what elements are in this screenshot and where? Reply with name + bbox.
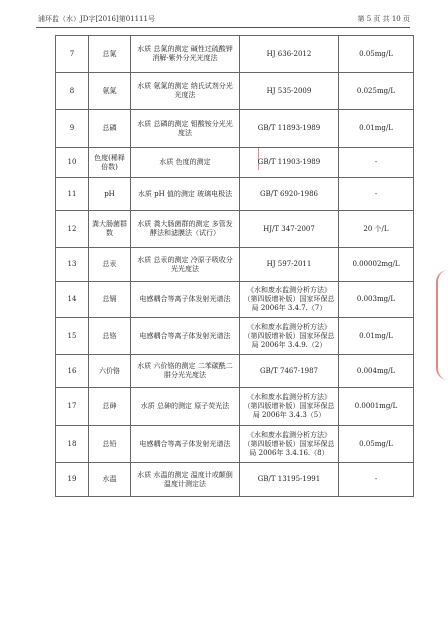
test-method: 水质 六价铬的测定 二苯碳酰二肼分光光度法 <box>131 355 240 388</box>
detection-limit: 0.05mg/L <box>339 426 414 463</box>
test-item: 氨氮 <box>89 73 131 110</box>
test-item: 粪大肠菌群数 <box>89 211 131 248</box>
test-method: 水质 总汞的测定 冷原子吸收分光光度法 <box>131 248 240 282</box>
test-method: 水质 粪大肠菌群的测定 多管发酵法和滤膜法（试行） <box>131 211 240 248</box>
test-method: 电感耦合等离子体发射光谱法 <box>131 282 240 318</box>
report-number: 浦环监（水）JD字[2016]第01111号 <box>38 15 155 23</box>
detection-limit: 0.025mg/L <box>339 73 414 110</box>
table-row <box>56 148 414 178</box>
test-method: 电感耦合等离子体发射光谱法 <box>131 318 240 355</box>
table-row <box>56 463 414 497</box>
row-number: 9 <box>56 110 89 148</box>
detection-limit: - <box>339 178 414 211</box>
row-number: 15 <box>56 318 89 355</box>
test-method: 水质 氨氮的测定 纳氏试剂分光光度法 <box>131 73 240 110</box>
table-row <box>56 426 414 463</box>
row-number: 19 <box>56 463 89 497</box>
row-number: 10 <box>56 148 89 178</box>
row-number: 18 <box>56 426 89 463</box>
detection-limit: 0.003mg/L <box>339 282 414 318</box>
method-standard: 《水和废水监测分析方法》（第四版增补版）国家环保总局 2006年 3.4.7.（7） <box>240 282 339 318</box>
test-method: 水质 总砷的测定 原子荧光法 <box>131 388 240 426</box>
detection-limit: 0.0001mg/L <box>339 388 414 426</box>
row-number: 7 <box>56 36 89 73</box>
test-method: 水质 总磷的测定 钼酸铵分光光度法 <box>131 110 240 148</box>
method-standard: HJ 636-2012 <box>240 36 339 73</box>
method-standard: GB/T 7467-1987 <box>240 355 339 388</box>
method-standard: GB/T 6920-1986 <box>240 178 339 211</box>
detection-limit: - <box>339 463 414 497</box>
test-item: 水温 <box>89 463 131 497</box>
table-row <box>56 36 414 73</box>
test-item: 总汞 <box>89 248 131 282</box>
table-row <box>56 282 414 318</box>
test-item: 总氮 <box>89 36 131 73</box>
method-standard: GB/T 11903-1989 <box>240 148 339 178</box>
table-row <box>56 248 414 282</box>
method-standard: GB/T 13195-1991 <box>240 463 339 497</box>
row-number: 13 <box>56 248 89 282</box>
method-standard: GB/T 11893-1989 <box>240 110 339 148</box>
detection-limit: 0.00002mg/L <box>339 248 414 282</box>
row-number: 17 <box>56 388 89 426</box>
row-number: 16 <box>56 355 89 388</box>
table-row <box>56 318 414 355</box>
test-method: 水质 水温的测定 温度计或颠倒温度计测定法 <box>131 463 240 497</box>
row-number: 11 <box>56 178 89 211</box>
test-method: 电感耦合等离子体发射光谱法 <box>131 426 240 463</box>
test-method: 水质 色度的测定 <box>131 148 240 178</box>
test-item: 总铅 <box>89 426 131 463</box>
page-header <box>38 14 410 24</box>
header-divider <box>36 27 410 28</box>
table-row <box>56 211 414 248</box>
method-standard: HJ 597-2011 <box>240 248 339 282</box>
test-item: 总砷 <box>89 388 131 426</box>
test-item: pH <box>89 178 131 211</box>
detection-limit: 0.01mg/L <box>339 318 414 355</box>
table-row <box>56 388 414 426</box>
method-table <box>55 35 414 497</box>
method-standard: 《水和废水监测分析方法》（第四版增补版）国家环保总局 2006年 3.4.3（5） <box>240 388 339 426</box>
test-item: 色度(稀释倍数) <box>89 148 131 178</box>
table-row <box>56 355 414 388</box>
seal-stamp-fragment <box>436 270 448 380</box>
table-row <box>56 110 414 148</box>
detection-limit: 0.004mg/L <box>339 355 414 388</box>
method-standard: 《水和废水监测分析方法》（第四版增补版）国家环保总局 2006年 3.4.16.（8） <box>240 426 339 463</box>
row-number: 12 <box>56 211 89 248</box>
test-item: 总铬 <box>89 318 131 355</box>
page-number: 第 5 页 共 10 页 <box>357 15 410 23</box>
row-number: 14 <box>56 282 89 318</box>
detection-limit: 0.01mg/L <box>339 110 414 148</box>
test-item: 总磷 <box>89 110 131 148</box>
table-row <box>56 178 414 211</box>
table-row <box>56 73 414 110</box>
detection-limit: 20 个/L <box>339 211 414 248</box>
test-item: 总镉 <box>89 282 131 318</box>
method-standard: 《水和废水监测分析方法》（第四版增补版）国家环保总局 2006年 3.4.9.（2） <box>240 318 339 355</box>
test-item: 六价铬 <box>89 355 131 388</box>
detection-limit: - <box>339 148 414 178</box>
method-standard: HJ 535-2009 <box>240 73 339 110</box>
method-standard: HJ/T 347-2007 <box>240 211 339 248</box>
detection-limit: 0.05mg/L <box>339 36 414 73</box>
row-number: 8 <box>56 73 89 110</box>
test-method: 水质 pH 值的测定 玻璃电极法 <box>131 178 240 211</box>
test-method: 水质 总氮的测定 碱性过硫酸钾消解-紫外分光光度法 <box>131 36 240 73</box>
